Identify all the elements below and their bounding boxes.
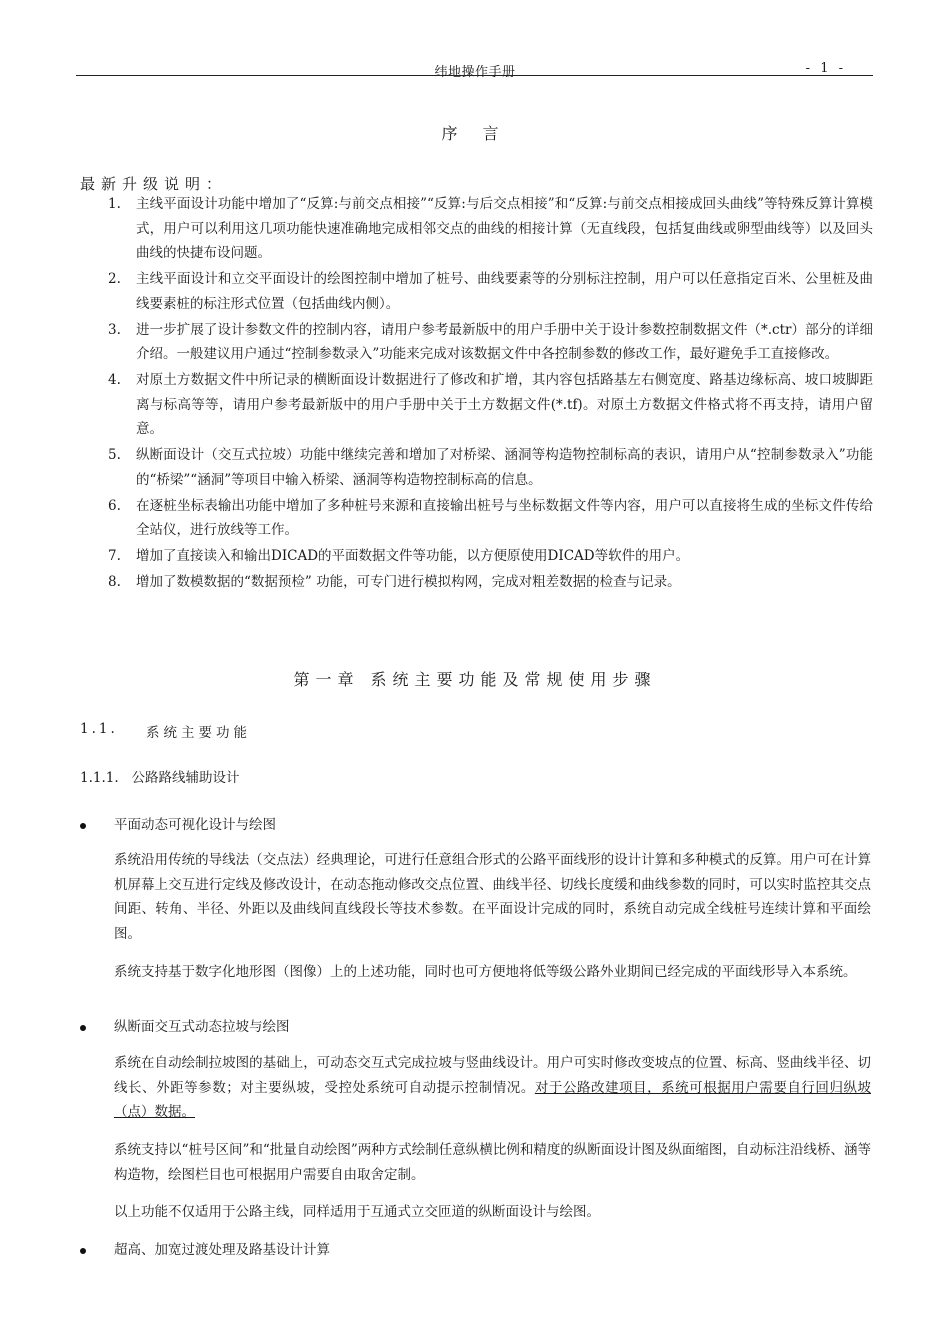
list-number: 5. — [108, 447, 121, 463]
section-title: 公路路线辅助设计 — [131, 770, 240, 786]
list-text: 主线平面设计和立交平面设计的绘图控制中增加了桩号、曲线要素等的分别标注控制，用户可以任意指定百米、公里桩及曲线要素桩的标注形式位置（包括曲线内侧）。 — [136, 271, 873, 312]
list-number: 7. — [108, 548, 121, 564]
section-number: 1.1.1. — [80, 770, 119, 786]
list-number: 4. — [108, 372, 121, 388]
list-text: 在逐桩坐标表输出功能中增加了多种桩号来源和直接输出桩号与坐标数据文件等内容，用户可以直接将生成的坐标文件传给全站仪，进行放线等工作。 — [136, 497, 873, 538]
section-title: 系统主要功能 — [146, 725, 251, 741]
list-item — [0, 443, 873, 492]
bullet-dot-icon — [80, 1248, 86, 1254]
bullet-title: 超高、加宽过渡处理及路基设计计算 — [114, 1242, 330, 1258]
list-item — [0, 570, 873, 595]
section-heading-1-1-1 — [80, 766, 240, 786]
running-header-title: 纬地操作手册 — [434, 65, 516, 80]
section-heading-1-1 — [80, 721, 251, 741]
list-text: 纵断面设计（交互式拉坡）功能中继续完善和增加了对桥梁、涵洞等构造物控制标高的表识，请用户从“控制参数录入”功能的“桥梁”“涵洞”等项目中输入桥梁、涵洞等构造物控制标高的信息。 — [136, 447, 873, 488]
body-paragraph — [114, 1051, 871, 1125]
list-number: 8. — [108, 574, 121, 590]
list-number: 3. — [108, 321, 121, 338]
body-paragraph: 系统支持以“桩号区间”和“批量自动绘图”两种方式绘制任意纵横比例和精度的纵断面设计图及纵面缩图，自动标注沿线桥、涵等构造物，绘图栏目也可根据用户需要自由取舍定制。 — [114, 1142, 871, 1183]
list-text: 对原土方数据文件中所记录的横断面设计数据进行了修改和扩增，其内容包括路基左右侧宽度、路基边缘标高、坡口坡脚距离与标高等等，请用户参考最新版中的用户手册中关于土方数据文件(*.tf)。对原土方数据文件格式将不再支持，请用户留意。 — [136, 372, 873, 437]
preface-title: 序 言 — [441, 124, 509, 143]
bullet-item — [80, 1238, 880, 1262]
paragraph-text: 系统在自动绘制拉坡图的基础上，可动态交互式完成拉坡与竖曲线设计。用户可实时修改变坡点的位置、标高、竖曲线半径、切线长、外距等参数；对主要纵坡，受控处系统可自动提示控制情况。 — [114, 1055, 871, 1096]
list-item — [0, 192, 873, 266]
section-number: 1.1. — [80, 721, 118, 737]
bullet-dot-icon — [80, 823, 86, 829]
bullet-dot-icon — [80, 1025, 86, 1031]
list-text: 进一步扩展了设计参数文件的控制内容，请用户参考最新版中的用户手册中关于设计参数控制数据文件（*.ctr）部分的详细介绍。一般建议用户通过“控制参数录入”功能来完成对该数据文件中各控制参数的修改工作，最好避免手工直接修改。 — [136, 321, 873, 362]
body-paragraph: 以上功能不仅适用于公路主线，同样适用于互通式立交匝道的纵断面设计与绘图。 — [114, 1204, 600, 1220]
list-number: 6. — [108, 497, 121, 514]
list-item — [0, 494, 873, 543]
bullet-item — [80, 1015, 880, 1039]
list-item — [0, 368, 873, 442]
bullet-item — [80, 813, 880, 837]
page-number: - 1 - — [805, 61, 846, 76]
chapter-title: 第一章 系统主要功能及常规使用步骤 — [293, 670, 657, 689]
header-rule — [76, 75, 873, 76]
list-text: 增加了数模数据的“数据预检” 功能，可专门进行模拟构网，完成对粗差数据的检查与记录。 — [136, 574, 681, 590]
underlined-text: 对于公路改建项目，系统可根据用户需要自行回归纵坡（点）数据。 — [114, 1079, 872, 1120]
list-number: 1. — [108, 196, 121, 212]
bullet-title: 平面动态可视化设计与绘图 — [114, 817, 276, 833]
bullet-title: 纵断面交互式动态拉坡与绘图 — [114, 1019, 290, 1035]
list-text: 主线平面设计功能中增加了“反算:与前交点相接”“反算:与后交点相接”和“反算:与前交点相接成回头曲线”等特殊反算计算模式，用户可以利用这几项功能快速准确地完成相邻交点的曲线的相接计算（无直线段，包括复曲线或卵型曲线等）以及回头曲线的快捷布设问题。 — [136, 196, 873, 261]
list-item — [0, 544, 873, 569]
list-number: 2. — [108, 271, 121, 287]
body-paragraph: 系统沿用传统的导线法（交点法）经典理论，可进行任意组合形式的公路平面线形的设计计算和多种模式的反算。用户可在计算机屏幕上交互进行定线及修改设计，在动态拖动修改交点位置、曲线半径、切线长度缓和曲线参数的同时，可以实时监控其交点间距、转角、半径、外距以及曲线间直线段长等技术参数。在平面设计完成的同时，系统自动完成全线桩号连续计算和平面绘图。 — [114, 852, 871, 942]
list-item — [0, 318, 873, 367]
upgrade-list — [0, 192, 950, 596]
list-item — [0, 267, 873, 316]
list-text: 增加了直接读入和输出DICAD的平面数据文件等功能，以方便原使用DICAD等软件的用户。 — [136, 548, 690, 564]
body-paragraph: 系统支持基于数字化地形图（图像）上的上述功能，同时也可方便地将低等级公路外业期间已经完成的平面线形导入本系统。 — [114, 964, 857, 980]
upgrade-notes-heading: 最新升级说明： — [80, 175, 228, 193]
